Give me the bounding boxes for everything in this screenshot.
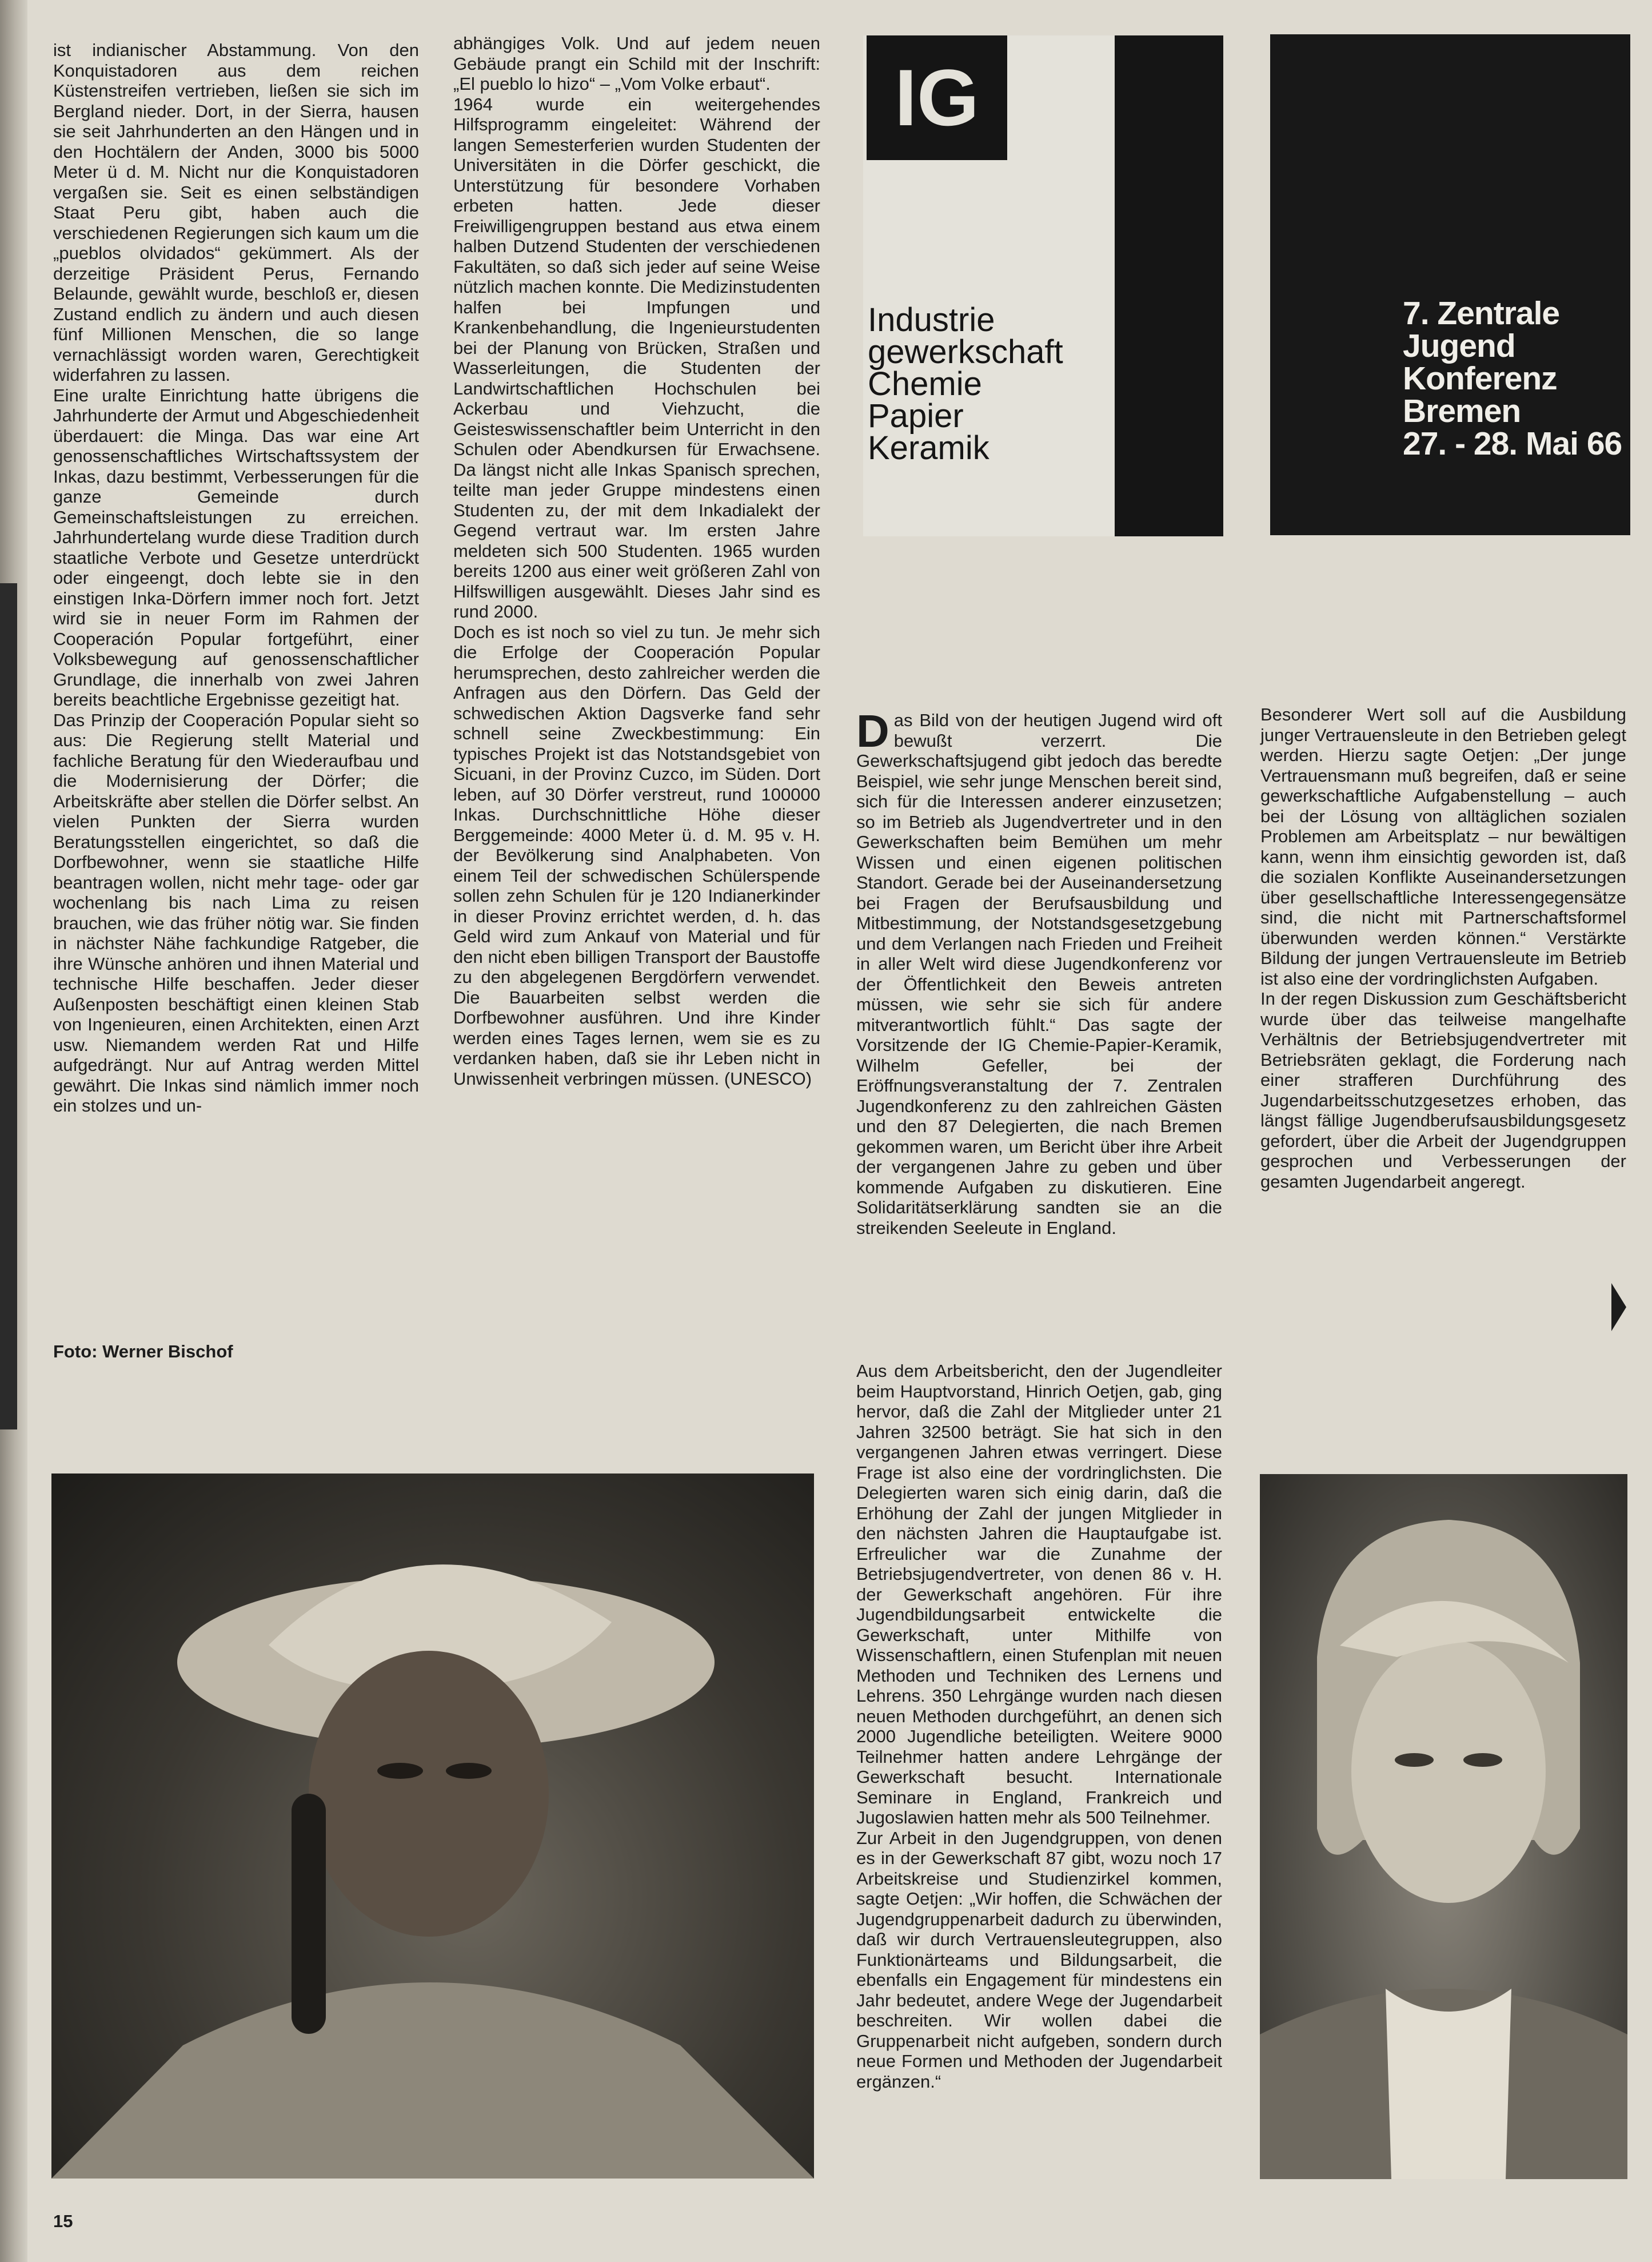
continue-arrow-icon <box>1611 1283 1626 1331</box>
poster-panel <box>863 35 1115 536</box>
poster-line: Keramik <box>868 429 989 467</box>
article-column-4 <box>1260 704 1626 1192</box>
drop-cap: D <box>856 706 889 756</box>
poster-line: Bremen <box>1403 393 1521 429</box>
page-number: 15 <box>53 2211 73 2231</box>
paragraph: ist indianischer Abstammung. Von den Konquistadoren aus dem reichen Küstenstreifen vertrieben, ließen sie sich im Bergland nieder. Dort, in der Sierra, hausen sie seit Jahrhunderten an den Hängen und in den Hochtälern der Anden, 3000 bis 5000 Meter ü d. M. Nicht nur die Konquistadoren vergaßen sie. Seit es einen selbständigen Staat Peru gibt, haben auch die verschiedenen Regierungen sich kaum um die „pueblos olvidados“ gekümmert. Als der derzeitige Präsident Perus, Fernando Belaunde, gewählt wurde, beschloß er, diesen Zustand endlich zu ändern und auch diesen fünf Millionen Menschen, die so lange vernachlässigt worden waren, Gerechtigkeit widerfahren zu lassen. <box>53 40 419 385</box>
poster-line: gewerkschaft <box>868 333 1063 371</box>
poster-line: Papier <box>868 397 964 435</box>
poster-line: Industrie <box>868 301 995 338</box>
article-column-5 <box>856 1361 1222 2092</box>
paragraph: abhängiges Volk. Und auf jedem neuen Gebäude prangt ein Schild mit der Inschrift: „El pueblo lo hizo“ – „Vom Volke erbaut“. <box>453 33 820 94</box>
paragraph: Das Prinzip der Cooperación Popular sieht so aus: Die Regierung stellt Material und fachliche Beratung für den Wiederaufbau und die Modernisierung der Dörfer; die Arbeitskräfte aber stellen die Dörfer selbst. An vielen Punkten der Sierra wurden Beratungsstellen eingerichtet, so daß die Dorfbewohner, wenn sie staatliche Hilfe beantragen wollen, nicht mehr tage- oder gar wochenlang bis nach Lima zu reisen brauchen, wie das früher nötig war. Sie finden in nächster Nähe fachkundige Ratgeber, die ihre Wünsche anhören und ihnen Material und technische Hilfe beschaffen. Jeder dieser Außenposten beschäftigt einen kleinen Stab von Ingenieuren, einen Architekten, einen Arzt usw. Niemandem werden Rat und Hilfe aufgedrängt. Nur auf Antrag werden Mittel gewährt. Die Inkas sind nämlich immer noch ein stolzes und un- <box>53 710 419 1116</box>
poster-line: 7. Zentrale <box>1403 295 1560 332</box>
paragraph: Doch es ist noch so viel zu tun. Je mehr sich die Erfolge der Cooperación Popular herumsprechen, desto zahlreicher werden die Anfragen aus den Dörfern. Das Geld der schwedischen Aktion Dagsverke fand sehr schnell seine Zweckbestimmung: Ein typisches Projekt ist das Notstandsgebiet von Sicuani, in der Provinz Cuzco, im Süden. Dort leben, auf 30 Dörfer verstreut, rund 100000 Inkas. Durchschnittliche Höhe dieser Berggemeinde: 4000 Meter ü. d. M. 95 v. H. der Bevölkerung sind Analphabeten. Von einem Teil der schwedischen Schülerspende sollen zehn Schulen für je 120 Indianerkinder in dieser Provinz errichtet werden, d. h. das Geld wird zum Ankauf von Material und für den nicht eben billigen Transport der Baustoffe zu den abgelegenen Bergdörfern verwendet. Die Bauarbeiten selbst werden die Dorfbewohner ausführen. Und ihre Kinder werden eines Tages lernen, wem sie es zu verdanken haben, daß sie ihr Leben nicht in Unwissenheit verbringen müssen. (UNESCO) <box>453 622 820 1089</box>
photo-indigenous-girl <box>51 1474 814 2179</box>
paragraph: Zur Arbeit in den Jugendgruppen, von denen es in der Gewerkschaft 87 gibt, wozu noch 17 Arbeitskreise und Studienzirkel kommen, sagte Oetjen: „Wir hoffen, die Schwächen der Jugendgruppenarbeit dadurch zu überwinden, daß wir durch Vertrauensleutegruppen, also Funktionärteams und Bildungsarbeit, die ebenfalls ein Engagement für mindestens ein Jahr bedeutet, andere Wege der Jugendarbeit beschreiten. Wir wollen dabei die Gruppenarbeit nicht aufgeben, sondern durch neue Formen und Methoden der Jugendarbeit ergänzen.“ <box>856 1827 1222 2092</box>
poster-line: 27. - 28. Mai 66 <box>1403 425 1622 462</box>
lead-text: as Bild von der heutigen Jugend wird oft bewußt verzerrt. Die Gewerkschaftsjugend gibt jedoch das beredte Beispiel, wie sehr junge Menschen bereit sind, sich für die Interessen anderer einzusetzen; so im Betrieb als Jugendvertreter und in den Gewerkschaften beim Bemühen um mehr Wissen und einen eigenen politischen Standort. Gerade bei der Auseinandersetzung bei Fragen der Berufsausbildung und Mitbestimmung, der Notstandsgesetzgebung und dem Verlangen nach Frieden und Freiheit in aller Welt wird diese Jugendkonferenz vor der Öffentlichkeit den Beweis antreten müssen, wie sehr sie sich für andere mitverantwortlich fühlt.“ Das sagte der Vorsitzende der IG Chemie-Papier-Keramik, Wilhelm Gefeller, bei der Eröffnungsveranstaltung der 7. Zentralen Jugendkonferenz zu den zahlreichen Gästen und den 87 Delegierten, die nach Bremen gekommen waren, um Bericht über ihre Arbeit der vergangenen Jahre zu geben und über kommende Aufgaben zu diskutieren. Eine Solidaritätserklärung sandten sie an die streikenden Seeleute in England. <box>856 710 1222 1238</box>
article-column-3 <box>856 706 1222 1238</box>
conference-title <box>1403 297 1631 460</box>
poster-title <box>868 301 1114 467</box>
article-column-2 <box>453 33 820 1089</box>
paragraph: Aus dem Arbeitsbericht, den der Jugendleiter beim Hauptvorstand, Hinrich Oetjen, gab, ging hervor, daß die Zahl der Mitglieder unter 21 Jahren 32500 beträgt. Sie hat sich in den vergangenen Jahren etwas verringert. Diese Frage ist also eine der vordringlichsten. Die Delegierten waren sich einig darin, daß die Erhöhung der Zahl der jungen Mitglieder in den nächsten Jahren die Hauptaufgabe ist. Erfreulicher war die Zunahme der Betriebsjugendvertreter, von denen 86 v. H. der Gewerkschaft angehören. Für ihre Jugendbildungsarbeit entwickelte die Gewerkschaft, unter Mithilfe von Wissenschaftlern, einen Stufenplan mit neuen Methoden und Techniken des Lernens und Lehrens. 350 Lehrgänge wurden nach diesen neuen Methoden durchgeführt, an denen sich 2000 Jugendliche beteiligten. Weitere 9000 Teilnehmer hatten andere Lehrgänge der Gewerkschaft besucht. Internationale Seminare in England, Frankreich und Jugoslawien hatten mehr als 500 Teilnehmer. <box>856 1361 1222 1827</box>
poster-line: Konferenz <box>1403 360 1557 397</box>
photo-young-woman <box>1260 1474 1627 2179</box>
paragraph: Besonderer Wert soll auf die Ausbildung junger Vertrauensleute in den Betrieben gelegt werden. Hierzu sagte Oetjen: „Der junge Vertrauensmann muß begreifen, daß er seine gewerkschaftliche Aufgabenstellung – auch bei der Lösung von alltäglichen sozialen Problemen am Arbeitsplatz – nur bewältigen kann, wenn ihm einsichtig geworden ist, daß die sozialen Konflikte Auseinandersetzungen über gesellschaftliche Interessengegensätze sind, die nicht mit Partnerschaftsformel überwunden werden können.“ Verstärkte Bildung der jungen Vertrauensleute im Betrieb ist also eine der vordringlichsten Aufgaben. <box>1260 704 1626 989</box>
ig-chemie-poster <box>863 35 1223 536</box>
gutter-photo-edge <box>0 583 17 1429</box>
paragraph: In der regen Diskussion zum Geschäftsbericht wurde über das teilweise mangelhafte Verhältnis der Betriebsjugendvertreter mit Betriebsräten geklagt, die Forderung nach einer strafferen Durchführung des Jugendarbeitsschutzgesetzes erhoben, das längst fällige Jugendberufsausbildungsgesetz gefordert, über die Arbeit der Jugendgruppen gesprochen und Verbesserungen der gesamten Jugendarbeit angeregt. <box>1260 989 1626 1192</box>
photo-girl-graphic <box>51 1474 814 2179</box>
poster-line: Jugend <box>1403 328 1515 364</box>
poster-line: Chemie <box>868 365 982 403</box>
photo-woman-graphic <box>1260 1474 1627 2179</box>
paragraph: Eine uralte Einrichtung hatte übrigens die Jahrhunderte der Armut und Abgeschiedenheit überdauert: die Minga. Das war eine Art genossenschaftliches Wirtschaftssystem der Inkas, dazu bestimmt, Verbesserungen für die ganze Gemeinde durch Gemeinschaftsleistungen zu erreichen. Jahrhundertelang wurde diese Tradition durch staatliche Verbote und Gesetze unterdrückt oder eingeengt, doch lebte sie in den einstigen Inka-Dörfern immer noch fort. Jetzt wird sie in neuer Form im Rahmen der Cooperación Popular fortgeführt, einer Volksbewegung auf genossenschaftlicher Grundlage, die innerhalb von zwei Jahren bereits beachtliche Ergebnisse gezeitigt hat. <box>53 385 419 710</box>
ig-logo: IG <box>867 35 1007 160</box>
article-column-1 <box>53 40 419 1116</box>
conference-poster <box>1270 34 1630 535</box>
photo-credit: Foto: Werner Bischof <box>53 1341 233 1361</box>
paragraph: 1964 wurde ein weitergehendes Hilfsprogramm eingeleitet: Während der langen Semesterferien wurden Studenten der Universitäten in die Dörfer geschickt, die Unterstützung für besondere Vorhaben erbeten hatten. Jede dieser Freiwilligengruppen bestand aus etwa einem halben Dutzend Studenten der verschiedenen Fakultäten, so daß sich jeder auf seine Weise nützlich machen konnte. Die Medizinstudenten halfen bei Impfungen und Krankenbehandlung, die Ingenieurstudenten bei der Planung von Brücken, Straßen und Wasserleitungen, die Studenten der Landwirtschaftlichen Hochschulen bei Ackerbau und Viehzucht, die Geisteswissenschaftler beim Unterricht in den Schulen oder Abendkursen für Erwachsene. Da längst nicht alle Inkas Spanisch sprechen, teilte man jeder Gruppe mindestens einen Studenten zu, der mit dem Inkadialekt der Gegend vertraut war. Im ersten Jahre meldeten sich 500 Studenten. 1965 wurden bereits 1200 aus einer weit größeren Zahl von Hilfswilligen ausgewählt. Dieses Jahr sind es rund 2000. <box>453 94 820 622</box>
paragraph <box>856 706 1222 1238</box>
